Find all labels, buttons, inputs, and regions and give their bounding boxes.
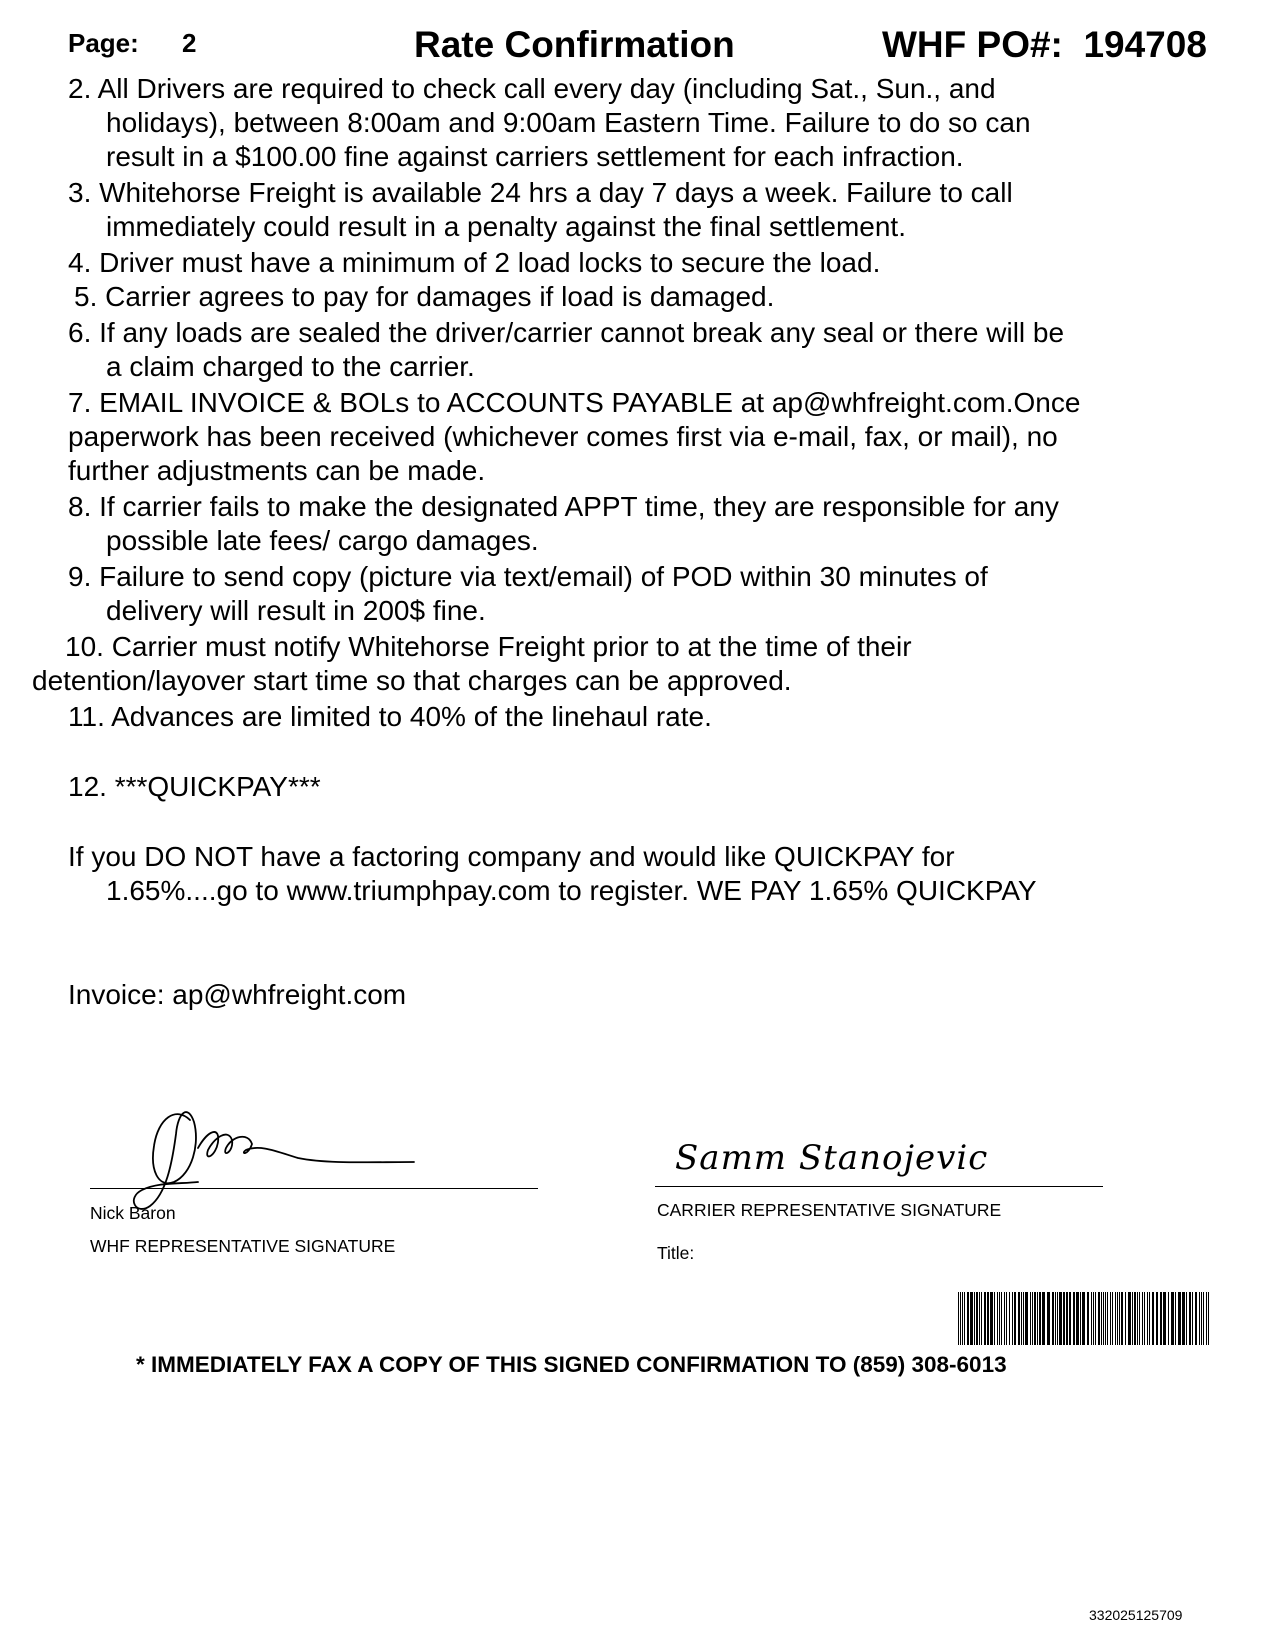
document-id: 332025125709 <box>1089 1607 1183 1623</box>
document-title: Rate Confirmation <box>414 24 735 65</box>
barcode-bar <box>1009 1292 1010 1345</box>
barcode-bar <box>970 1292 973 1345</box>
fax-instruction: * IMMEDIATELY FAX A COPY OF THIS SIGNED CONFIRMATION TO (859) 308-6013 <box>136 1352 1007 1377</box>
whf-signature-label: WHF REPRESENTATIVE SIGNATURE <box>90 1236 396 1256</box>
barcode-bar <box>1171 1292 1174 1345</box>
barcode-bar <box>1105 1292 1106 1345</box>
barcode-bar <box>1125 1292 1126 1345</box>
barcode-bar <box>1034 1292 1036 1345</box>
barcode-bar <box>1052 1292 1054 1345</box>
barcode-bar <box>1144 1292 1145 1345</box>
barcode-bar <box>1128 1292 1131 1345</box>
barcode-bar <box>967 1292 969 1345</box>
barcode-bar <box>1030 1292 1031 1345</box>
barcode-bar <box>1119 1292 1120 1345</box>
term-6-line-1: 6. If any loads are sealed the driver/carrier cannot break any seal or there will be <box>68 317 1065 348</box>
term-2-line-2: holidays), between 8:00am and 9:00am Eastern Time. Failure to do so can <box>106 107 1031 138</box>
term-11: 11. Advances are limited to 40% of the linehaul rate. <box>68 701 712 732</box>
term-4: 4. Driver must have a minimum of 2 load locks to secure the load. <box>68 247 881 278</box>
term-12-quickpay: 12. ***QUICKPAY*** <box>68 771 321 802</box>
barcode-bar <box>1101 1292 1102 1345</box>
term-9-line-1: 9. Failure to send copy (picture via text/email) of POD within 30 minutes of <box>68 561 988 592</box>
barcode-bar <box>1137 1292 1138 1345</box>
barcode-bar <box>1023 1292 1024 1345</box>
barcode-bar <box>964 1292 965 1345</box>
barcode-bar <box>1189 1292 1191 1345</box>
quickpay-line-1: If you DO NOT have a factoring company and would like QUICKPAY for <box>68 841 955 872</box>
barcode-bar <box>1012 1292 1013 1345</box>
term-7-line-2: paperwork has been received (whichever comes first via e-mail, fax, or mail), no <box>68 421 1058 452</box>
barcode-bar <box>1208 1292 1209 1345</box>
barcode-bar <box>962 1292 963 1345</box>
barcode-bar <box>1055 1292 1056 1345</box>
term-2-line-1: 2. All Drivers are required to check call every day (including Sat., Sun., and <box>68 73 996 104</box>
barcode-bar <box>1004 1292 1005 1345</box>
barcode-bar <box>990 1292 993 1345</box>
term-7-line-1: 7. EMAIL INVOICE & BOLs to ACCOUNTS PAYABLE at ap@whfreight.com.Once <box>68 387 1081 418</box>
barcode-bar <box>1121 1292 1123 1345</box>
barcode-bar <box>1076 1292 1079 1345</box>
barcode-bar <box>1163 1292 1166 1345</box>
barcode-bar <box>1069 1292 1071 1345</box>
barcode-bar <box>979 1292 980 1345</box>
whf-representative-name: Nick Baron <box>90 1203 176 1223</box>
barcode-bar <box>1178 1292 1181 1345</box>
barcode-bar <box>1039 1292 1041 1345</box>
barcode-bar <box>1168 1292 1169 1345</box>
barcode-bar <box>1001 1292 1002 1345</box>
quickpay-line-2: 1.65%....go to www.triumphpay.com to register. WE PAY 1.65% QUICKPAY <box>106 875 1037 906</box>
barcode-bar <box>1110 1292 1111 1345</box>
term-10-line-2: detention/layover start time so that charges can be approved. <box>32 665 792 696</box>
barcode-bar <box>1186 1292 1187 1345</box>
barcode-bar <box>1047 1292 1050 1345</box>
barcode-bar <box>1112 1292 1113 1345</box>
barcode-bar <box>1032 1292 1033 1345</box>
barcode-bar <box>1134 1292 1136 1345</box>
barcode-bar <box>1117 1292 1118 1345</box>
barcode-bar <box>1082 1292 1085 1345</box>
term-3-line-2: immediately could result in a penalty against the final settlement. <box>106 211 906 242</box>
barcode-bar <box>1201 1292 1202 1345</box>
barcode-bar <box>1066 1292 1068 1345</box>
barcode-bar <box>1057 1292 1058 1345</box>
term-5: 5. Carrier agrees to pay for damages if load is damaged. <box>74 281 775 312</box>
barcode-bar <box>1107 1292 1108 1345</box>
barcode-bar <box>1206 1292 1207 1345</box>
barcode-bar <box>1103 1292 1104 1345</box>
barcode-bar <box>1018 1292 1020 1345</box>
barcode-bar <box>1156 1292 1158 1345</box>
barcode-bar <box>1192 1292 1193 1345</box>
barcode-bar <box>1195 1292 1197 1345</box>
term-9-line-2: delivery will result in 200$ fine. <box>106 595 486 626</box>
term-2-line-3: result in a $100.00 fine against carriers settlement for each infraction. <box>106 141 964 172</box>
barcode-bar <box>960 1292 961 1345</box>
title-label: Title: <box>657 1243 695 1263</box>
po-label: WHF PO#: <box>882 24 1063 65</box>
term-7-line-3: further adjustments can be made. <box>68 455 486 486</box>
po-number <box>882 24 1207 66</box>
barcode-bar <box>987 1292 989 1345</box>
barcode-bar <box>984 1292 986 1345</box>
barcode-bar <box>974 1292 975 1345</box>
barcode-bar <box>1080 1292 1081 1345</box>
barcode-bar <box>1095 1292 1096 1345</box>
barcode-bar <box>1037 1292 1038 1345</box>
carrier-signature-label: CARRIER REPRESENTATIVE SIGNATURE <box>657 1200 1002 1220</box>
barcode-bar <box>1025 1292 1028 1345</box>
po-value: 194708 <box>1083 24 1207 65</box>
barcode-bar <box>1014 1292 1016 1345</box>
barcode-bar <box>999 1292 1000 1345</box>
barcode-bar <box>997 1292 998 1345</box>
barcode-image <box>958 1292 1209 1345</box>
barcode-bar <box>1073 1292 1075 1345</box>
barcode-bar <box>1203 1292 1204 1345</box>
barcode-bar <box>1182 1292 1185 1345</box>
term-8-line-1: 8. If carrier fails to make the designated APPT time, they are responsible for any <box>68 491 1059 522</box>
term-10-line-1: 10. Carrier must notify Whitehorse Freight prior to at the time of their <box>65 631 912 662</box>
barcode-bar <box>1091 1292 1092 1345</box>
barcode-bar <box>1093 1292 1094 1345</box>
barcode-bar <box>1147 1292 1148 1345</box>
invoice-email: Invoice: ap@whfreight.com <box>68 979 407 1010</box>
barcode-bar <box>1142 1292 1143 1345</box>
barcode-bar <box>1006 1292 1007 1345</box>
barcode-bar <box>1152 1292 1154 1345</box>
barcode-bar <box>958 1292 959 1345</box>
barcode-bar <box>1098 1292 1100 1345</box>
term-8-line-2: possible late fees/ cargo damages. <box>106 525 539 556</box>
term-6-line-2: a claim charged to the carrier. <box>106 351 475 382</box>
page-label: Page: <box>68 28 139 58</box>
barcode-bar <box>1132 1292 1133 1345</box>
barcode-bar <box>1063 1292 1065 1345</box>
barcode-bar <box>981 1292 982 1345</box>
barcode-bar <box>1042 1292 1045 1345</box>
barcode-bar <box>1139 1292 1140 1345</box>
whf-signature-line <box>90 1188 538 1189</box>
carrier-signature-line <box>655 1186 1103 1187</box>
barcode-bar <box>1149 1292 1150 1345</box>
carrier-handwritten-signature: Samm Stanojevic <box>675 1138 989 1178</box>
term-3-line-1: 3. Whitehorse Freight is available 24 hrs a day 7 days a week. Failure to call <box>68 177 1013 208</box>
whf-handwritten-signature <box>128 1098 428 1214</box>
barcode-bar <box>1021 1292 1022 1345</box>
barcode-bar <box>1199 1292 1200 1345</box>
barcode-bar <box>1059 1292 1062 1345</box>
barcode-bar <box>1160 1292 1162 1345</box>
barcode-bar <box>1115 1292 1116 1345</box>
barcode-bar <box>976 1292 978 1345</box>
barcode-bar <box>1087 1292 1089 1345</box>
barcode-bar <box>1175 1292 1176 1345</box>
barcode-bar <box>994 1292 995 1345</box>
page-number: 2 <box>182 28 197 58</box>
